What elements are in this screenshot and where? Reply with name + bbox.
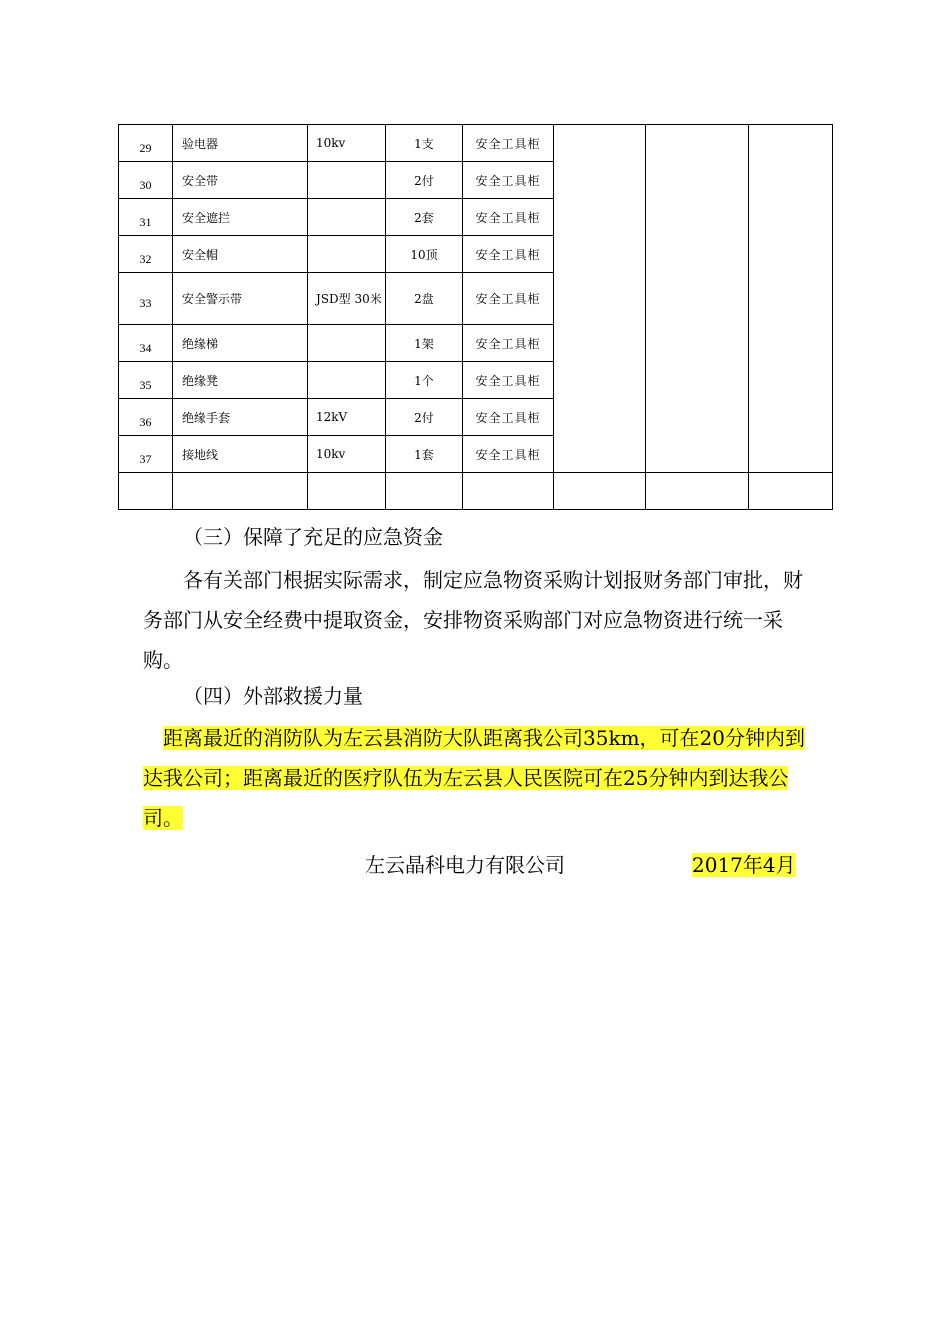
item-location: 安全工具柜 xyxy=(463,362,554,399)
empty-cell xyxy=(646,473,749,510)
highlighted-text: 距离最近的消防队为左云县消防大队距离我公司35km，可在20分钟内到达我公司；距离最近的医疗队伍为左云县人民医院可在25分钟内到达我公司。 xyxy=(143,726,805,830)
item-quantity: 1架 xyxy=(386,325,463,362)
row-number: 37 xyxy=(119,436,173,473)
item-name: 绝缘凳 xyxy=(173,362,308,399)
item-name: 安全带 xyxy=(173,162,308,199)
section4-heading: （四）外部救援力量 xyxy=(183,684,363,708)
table-row xyxy=(119,125,833,162)
empty-cell xyxy=(646,125,749,473)
item-name: 绝缘手套 xyxy=(173,399,308,436)
item-location: 安全工具柜 xyxy=(463,236,554,273)
item-name: 安全遮拦 xyxy=(173,199,308,236)
item-location: 安全工具柜 xyxy=(463,325,554,362)
item-spec xyxy=(308,325,386,362)
item-quantity: 2付 xyxy=(386,399,463,436)
item-location: 安全工具柜 xyxy=(463,273,554,325)
section3-body: 各有关部门根据实际需求，制定应急物资采购计划报财务部门审批，财务部门从安全经费中提取资金，安排物资采购部门对应急物资进行统一采购。 xyxy=(143,568,803,672)
empty-cell xyxy=(173,473,308,510)
item-location: 安全工具柜 xyxy=(463,125,554,162)
empty-cell xyxy=(554,125,646,473)
row-number: 33 xyxy=(119,273,173,325)
empty-cell xyxy=(308,473,386,510)
equipment-table xyxy=(118,124,833,510)
empty-cell xyxy=(749,125,833,473)
item-quantity: 2盘 xyxy=(386,273,463,325)
highlighted-date: 2017年4月 xyxy=(692,853,796,877)
item-name: 安全帽 xyxy=(173,236,308,273)
item-name: 接地线 xyxy=(173,436,308,473)
item-quantity: 1个 xyxy=(386,362,463,399)
item-location: 安全工具柜 xyxy=(463,399,554,436)
empty-cell xyxy=(386,473,463,510)
item-location: 安全工具柜 xyxy=(463,162,554,199)
item-spec xyxy=(308,236,386,273)
signature-company: 左云晶科电力有限公司 xyxy=(365,853,565,877)
table-row-empty xyxy=(119,473,833,510)
signature-date xyxy=(692,845,796,885)
row-number: 30 xyxy=(119,162,173,199)
item-name: 绝缘梯 xyxy=(173,325,308,362)
item-spec xyxy=(308,162,386,199)
item-name: 安全警示带 xyxy=(173,273,308,325)
row-number: 34 xyxy=(119,325,173,362)
item-name: 验电器 xyxy=(173,125,308,162)
item-spec: 10kv xyxy=(308,125,386,162)
item-quantity: 2套 xyxy=(386,199,463,236)
item-spec: 10kv xyxy=(308,436,386,473)
item-location: 安全工具柜 xyxy=(463,436,554,473)
row-number: 32 xyxy=(119,236,173,273)
section3-heading: （三）保障了充足的应急资金 xyxy=(183,525,443,549)
empty-cell xyxy=(749,473,833,510)
row-number: 36 xyxy=(119,399,173,436)
empty-cell xyxy=(119,473,173,510)
item-location: 安全工具柜 xyxy=(463,199,554,236)
item-quantity: 1支 xyxy=(386,125,463,162)
item-quantity: 10顶 xyxy=(386,236,463,273)
item-spec: 12kV xyxy=(308,399,386,436)
item-spec xyxy=(308,199,386,236)
section4-body xyxy=(143,718,808,838)
item-spec xyxy=(308,362,386,399)
item-spec: JSD型 30米 xyxy=(308,273,386,325)
item-quantity: 1套 xyxy=(386,436,463,473)
item-quantity: 2付 xyxy=(386,162,463,199)
row-number: 31 xyxy=(119,199,173,236)
row-number: 29 xyxy=(119,125,173,162)
row-number: 35 xyxy=(119,362,173,399)
empty-cell xyxy=(463,473,554,510)
empty-cell xyxy=(554,473,646,510)
